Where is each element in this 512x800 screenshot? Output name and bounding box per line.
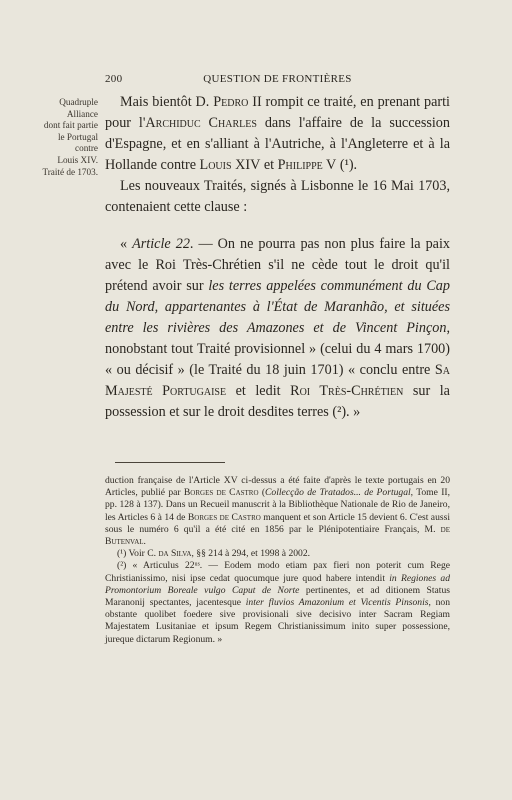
footnote-1: (¹) Voir C. da Silva, §§ 214 à 294, et 1998 à 2002. (117, 548, 311, 560)
margin-note-line: Traité de 1703. (42, 166, 98, 177)
margin-note-line: le Portugal (57, 131, 98, 142)
margin-note-line: contre (75, 143, 98, 154)
footnote-divider (115, 462, 225, 463)
footnotes (105, 475, 450, 646)
margin-note (14, 97, 98, 178)
paragraph-alliance: Mais bientôt D. Pedro II rompit ce traité, en prenant parti pour l'Archiduc Charles dans l'affaire de la succession d'Espagne, et en s'alliant à l'Autriche, à l'Angleterre et à la Hollande contre Louis XIV et Philippe V (¹). (105, 94, 450, 174)
margin-note-line: dont fait partie (43, 120, 98, 131)
page-number: 200 (105, 73, 123, 85)
margin-note-line: Louis XIV. (57, 154, 98, 165)
footnote-continuation: duction française de l'Article XV ci-dessus a été faite d'après le texte portugais en 20 Articles, publié par Borges de Castro (Collecção de Tratados... de Portugal, Tome II, pp. 128 à 137). Dans un Recueil manuscrit à la Bibliothèque Nationale de Rio de Janeiro, les Articles 6 à 14 de Borges de Castro manquent et son Article 15 devient 6. C'est aussi sous le numéro 6 qu'il a été cité en 1856 par le Plénipotentiaire Français, M. de Butenval. (105, 475, 450, 548)
footnote-2: (²) « Articulus 22ᵘˢ. — Eodem modo etiam pax fieri non poterit cum Rege Christianissimo, nisi ipse cedat quocumque jure quod habere intendit in Regiones ad Promontorium Boreale vulgo Caput de Norte pertinentes, et ad ditionem Status Maranonij spectantes, jacentesque inter fluvios Amazonium et Vicentis Pinsonis, non obstante quolibet foedere sive provisionali sive decisivo inter Sacram Regiam Majestatem Lusitaniae et ipsum Regem Christianissimum inito super possessione, jureque dictarum Regionum. » (105, 560, 450, 645)
margin-note-line: Quadruple (59, 97, 98, 107)
running-title: QUESTION DE FRONTIÈRES (203, 73, 352, 85)
paragraph-treaties: Les nouveaux Traités, signés à Lisbonne le 16 Mai 1703, contenaient cette clause : (105, 178, 450, 216)
main-text (105, 92, 450, 423)
treaty-quote: « Article 22. — On ne pourra pas non plus faire la paix avec le Roi Très-Chrétien s'il ne cède tout le droit qu'il prétend avoir sur les terres appelées communément du Cap du Nord, appartenantes à l'État de Maranhão, et situées entre les rivières des Amazones et de Vincent Pinçon, nonobstant tout Traité provisionnel » (celui du 4 mars 1700) « ou décisif » (le Traité du 18 juin 1701) « conclu entre Sa Majesté Portugaise et ledit Roi Très-Chrétien sur la possession et sur le droit desdites terres (²). » (105, 235, 450, 421)
running-head (105, 73, 450, 87)
margin-note-line: Alliance (66, 108, 98, 119)
